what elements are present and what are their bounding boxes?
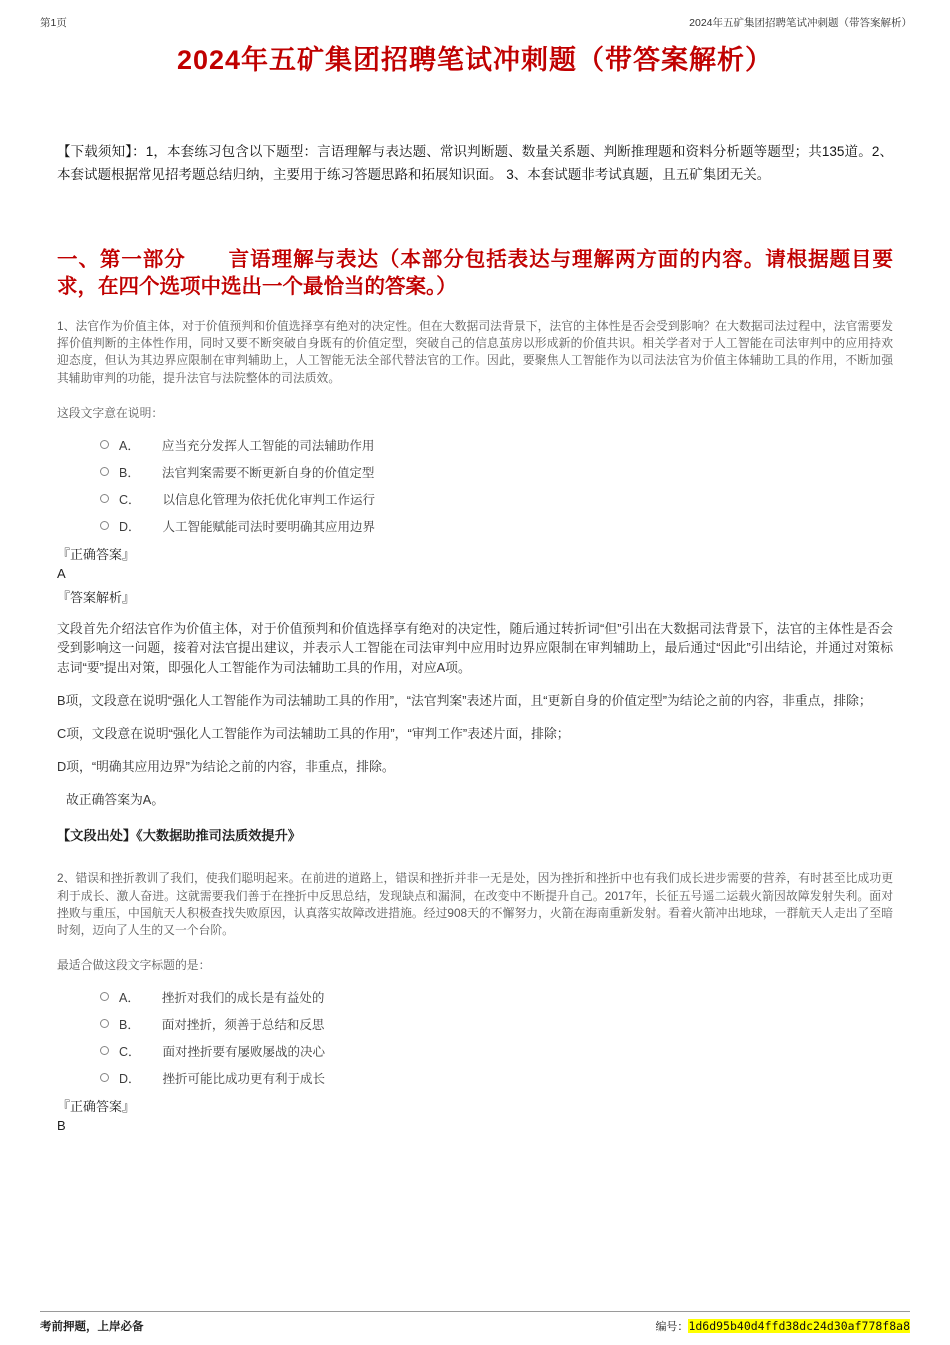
option-label: B． [119,465,140,480]
serial-code: 1d6d95b40d4ffd38dc24d30af778f8a8 [688,1319,910,1333]
question-2-stem: 2、错误和挫折教训了我们，使我们聪明起来。在前进的道路上，错误和挫折并非一无是处，因为挫折和挫折中也有我们成长进步需要的营养，有时甚至比成功更利于成长、激人奋进。这就需要我们善于在挫折中反思总结，发现缺点和漏洞，在改变中不断提升自己。2017年，长征五号遥二运载火箭因故障发射失利。面对挫败与重压，中国航天人积极查找失败原因，认真落实故障改进措施。经过908天的不懈努力，火箭在海南重新发射。看着火箭冲出地球，一群航天人走出了至暗时刻，迈向了人生的又一个台阶。 [57,871,893,937]
option-row-a[interactable] [100,988,893,1006]
option-label: A． [119,438,140,453]
download-notice: 【下载须知】：1，本套练习包含以下题型：言语理解与表达题、常识判断题、数量关系题、判断推理题和资料分析题等题型；共135道。2、本套试题根据常见招考题总结归纳，主要用于练习答题思路和拓展知识面。 3、本套试题非考试真题，且五矿集团无关。 [57,143,893,182]
option-label: A． [119,990,140,1005]
option-row-c[interactable] [100,1042,893,1060]
analysis-paragraph: C项，文段意在说明“强化人工智能作为司法辅助工具的作用”，“审判工作”表述片面，排除； [57,725,570,741]
radio-icon[interactable] [100,521,109,530]
document-content [57,0,893,1133]
option-text: 人工智能赋能司法时要明确其应用边界 [162,519,376,534]
option-text: 挫折可能比成功更有利于成长 [162,1071,326,1086]
option-row-c[interactable] [100,490,893,508]
question-2-options [100,988,893,1087]
option-text: 挫折对我们的成长是有益处的 [161,990,325,1005]
analysis-paragraph: B项，文段意在说明“强化人工智能作为司法辅助工具的作用”，“法官判案”表述片面，且“更新自身的价值定型”为结论之前的内容，非重点，排除； [57,693,872,709]
question-2-prompt: 最适合做这段文字标题的是： [57,957,211,972]
correct-answer-value: A [57,565,66,581]
passage-source: 【文段出处】《大数据助推司法质效提升》 [57,828,301,844]
page-footer [40,1318,910,1334]
option-label: B． [119,1017,140,1032]
question-1-options [100,436,893,535]
radio-icon[interactable] [100,440,109,449]
option-text: 面对挫折要有屡败屡战的决心 [162,1044,326,1059]
radio-icon[interactable] [100,1019,109,1028]
option-text: 以信息化管理为依托优化审判工作运行 [162,492,376,507]
analysis-header: 『答案解析』 [57,589,136,605]
correct-answer-header: 『正确答案』 [57,1098,136,1114]
radio-icon[interactable] [100,1073,109,1082]
footer-serial [655,1318,910,1334]
option-label: C． [119,492,141,507]
option-row-b[interactable] [100,1015,893,1033]
correct-answer-header: 『正确答案』 [57,546,136,562]
option-label: C． [119,1044,141,1059]
option-text: 应当充分发挥人工智能的司法辅助作用 [161,438,375,453]
option-label: D． [119,1071,141,1086]
option-row-d[interactable] [100,1069,893,1087]
section-heading: 一、第一部分 言语理解与表达（本部分包括表达与理解两方面的内容。请根据题目要求，在四个选项中选出一个最恰当的答案。） [57,248,893,299]
radio-icon[interactable] [100,467,109,476]
serial-label: 编号： [655,1321,689,1333]
option-text: 法官判案需要不断更新自身的价值定型 [161,465,375,480]
option-row-b[interactable] [100,463,893,481]
document-title: 2024年五矿集团招聘笔试冲刺题（带答案解析） [176,45,774,75]
analysis-paragraph: D项，“明确其应用边界”为结论之前的内容，非重点，排除。 [57,758,395,774]
analysis-paragraph: 文段首先介绍法官作为价值主体，对于价值预判和价值选择享有绝对的决定性，随后通过转折词“但”引出在大数据司法背景下，法官的主体性是否会受到影响这一问题，接着对法官提出建议，并表示人工智能在司法审判中应用时边界应限制在审判辅助上，最后通过“因此”引出结论，并通过对策标志词“要”提出对策，即强化人工智能作为司法辅助工具的作用，对应A项。 [57,620,893,676]
question-1-stem: 1、法官作为价值主体，对于价值预判和价值选择享有绝对的决定性。但在大数据司法背景下，法官的主体性是否会受到影响？在大数据司法过程中，法官需要发挥价值判断的主体性作用，同时又要不断突破自身既有的价值定型，突破自己的信息茧房以形成新的价值共识。相关学者对于人工智能在司法审判中的应用持欢迎态度，但认为其边界应限制在审判辅助上，人工智能无法全部代替法官的工作。因此，要聚焦人工智能作为以司法法官为价值主体辅助工具的作用，不断加强其辅助审判的功能，提升法官与法院整体的司法质效。 [57,319,893,385]
option-label: D． [119,519,141,534]
footer-slogan: 考前押题，上岸必备 [40,1321,144,1333]
footer-divider [40,1311,910,1312]
option-row-a[interactable] [100,436,893,454]
option-row-d[interactable] [100,517,893,535]
radio-icon[interactable] [100,992,109,1001]
correct-answer-value: B [57,1117,66,1133]
page-number: 第1页 [40,17,67,29]
option-text: 面对挫折，须善于总结和反思 [161,1017,325,1032]
running-title: 2024年五矿集团招聘笔试冲刺题（带答案解析） [689,17,912,29]
radio-icon[interactable] [100,1046,109,1055]
question-1-prompt: 这段文字意在说明： [57,405,164,420]
radio-icon[interactable] [100,494,109,503]
analysis-conclusion: 故正确答案为A。 [66,791,165,807]
